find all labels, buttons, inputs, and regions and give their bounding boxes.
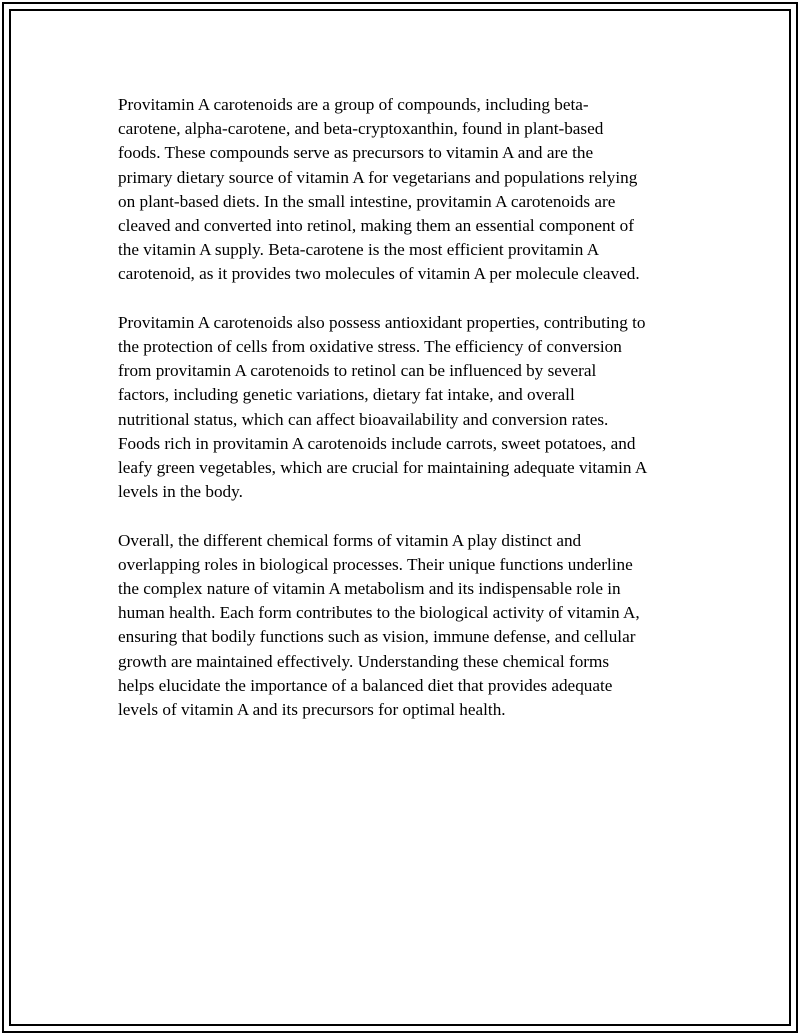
paragraph-line: nutritional status, which can affect bioavailability and conversion rates. [118,409,609,429]
paragraph-line: overlapping roles in biological processes. Their unique functions underline [118,554,633,574]
document-body [118,93,698,746]
paragraph-line: Foods rich in provitamin A carotenoids include carrots, sweet potatoes, and [118,433,636,453]
paragraph-2 [118,311,698,505]
paragraph-line: Provitamin A carotenoids also possess antioxidant properties, contributing to [118,312,646,332]
paragraph-line: levels in the body. [118,482,243,502]
paragraph-line: levels of vitamin A and its precursors for optimal health. [118,700,506,720]
paragraph-line: the vitamin A supply. Beta-carotene is the most efficient provitamin A [118,240,600,260]
paragraph-line: foods. These compounds serve as precursors to vitamin A and are the [118,143,594,163]
paragraph-line: leafy green vegetables, which are crucial for maintaining adequate vitamin A [118,458,648,478]
paragraph-1 [118,93,698,287]
paragraph-line: Provitamin A carotenoids are a group of compounds, including beta- [118,95,589,114]
paragraph-line: factors, including genetic variations, dietary fat intake, and overall [118,385,575,405]
paragraph-line: from provitamin A carotenoids to retinol can be influenced by several [118,361,597,381]
paragraph-3 [118,529,698,723]
paragraph-line: primary dietary source of vitamin A for vegetarians and populations relying [118,167,638,187]
paragraph-line: human health. Each form contributes to the biological activity of vitamin A, [118,603,640,623]
paragraph-line: helps elucidate the importance of a balanced diet that provides adequate [118,675,613,695]
paragraph-line: Overall, the different chemical forms of vitamin A play distinct and [118,530,582,550]
paragraph-line: on plant-based diets. In the small intestine, provitamin A carotenoids are [118,191,616,211]
paragraph-line: the complex nature of vitamin A metabolism and its indispensable role in [118,579,621,599]
paragraph-line: carotene, alpha-carotene, and beta-cryptoxanthin, found in plant-based [118,119,604,139]
paragraph-line: the protection of cells from oxidative stress. The efficiency of conversion [118,337,622,357]
paragraph-line: growth are maintained effectively. Understanding these chemical forms [118,651,610,671]
paragraph-line: ensuring that bodily functions such as vision, immune defense, and cellular [118,627,636,647]
paragraph-line: cleaved and converted into retinol, making them an essential component of [118,216,634,236]
paragraph-line: carotenoid, as it provides two molecules of vitamin A per molecule cleaved. [118,264,640,284]
